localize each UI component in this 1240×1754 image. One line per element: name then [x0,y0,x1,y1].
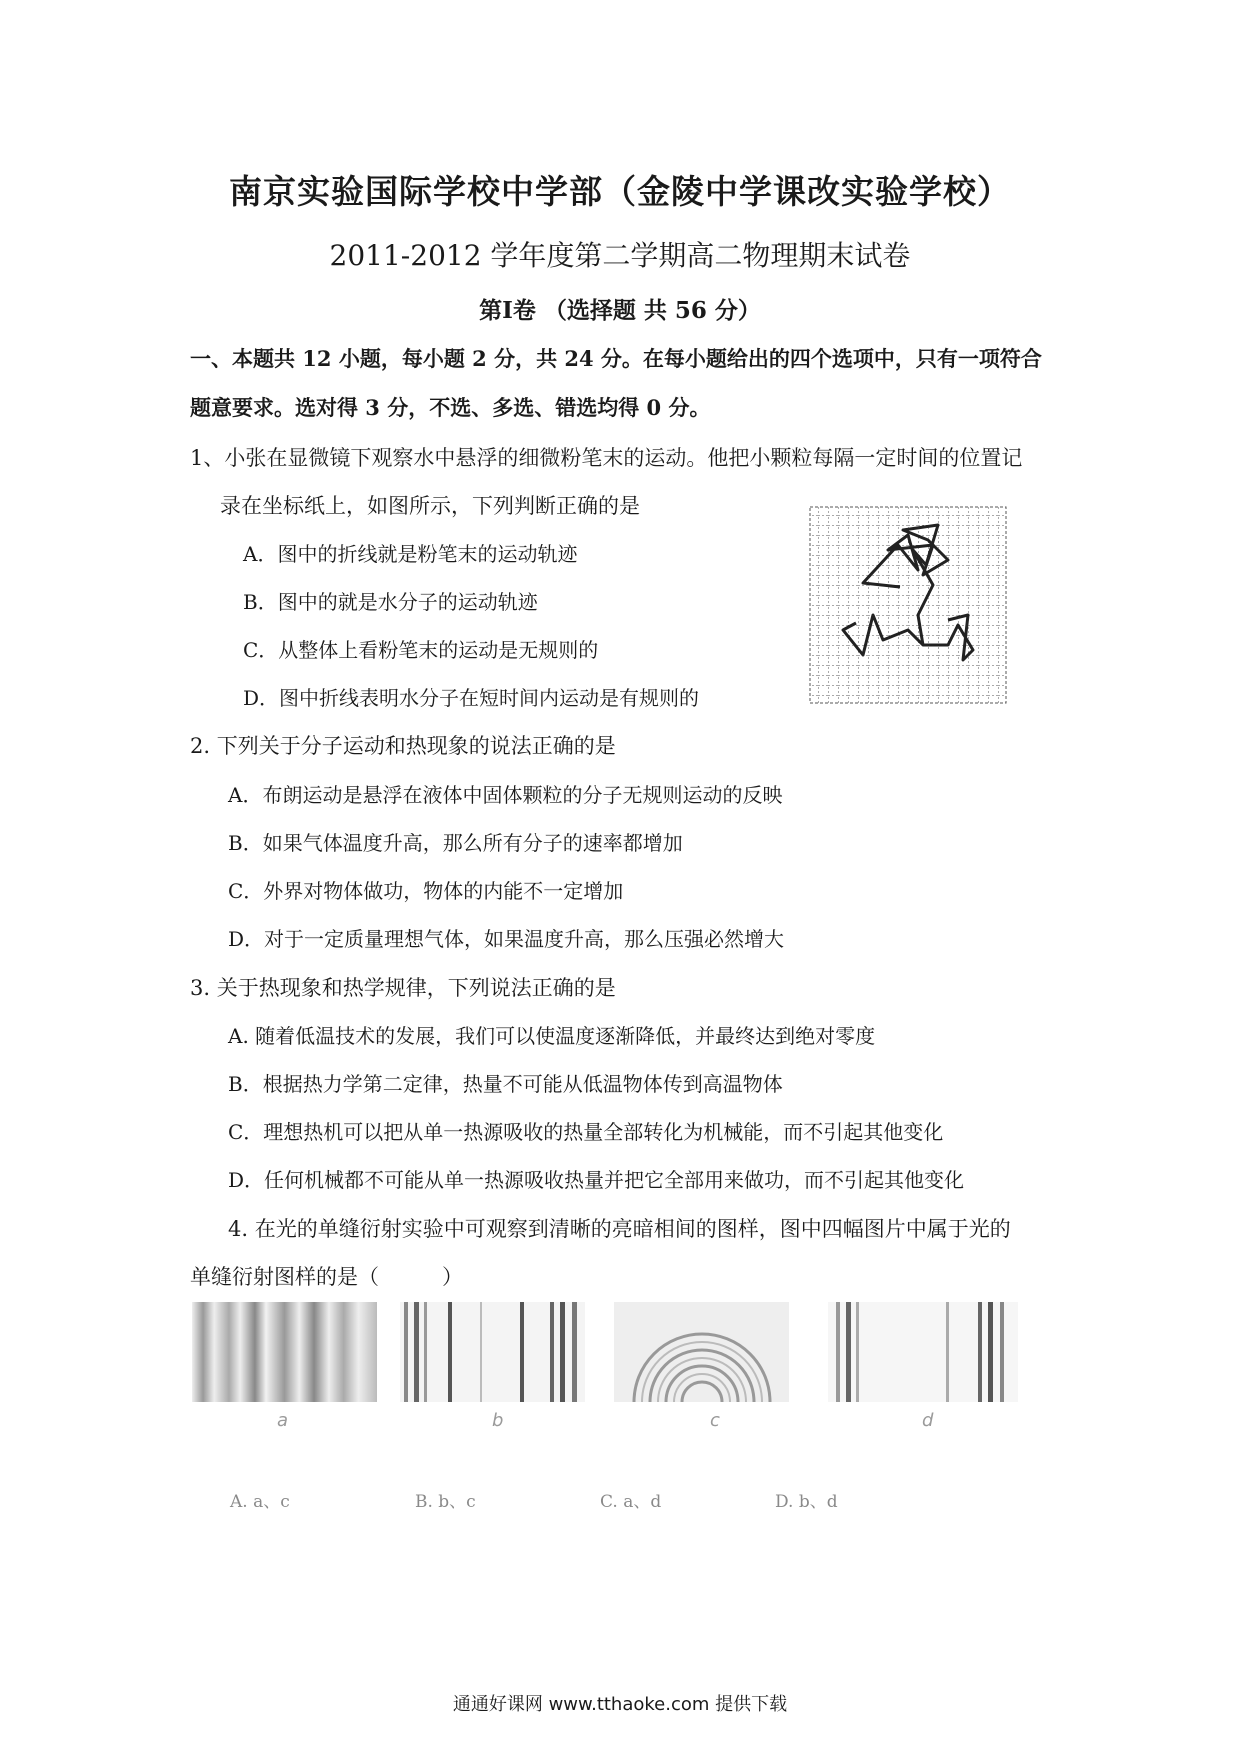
q1-stem-line1: 1、小张在显微镜下观察水中悬浮的细微粉笔末的运动。他把小颗粒每隔一定时间的位置记 [190,446,1023,470]
q1-option-d: D．图中折线表明水分子在短时间内运动是有规则的 [243,686,700,710]
q2-option-a: A．布朗运动是悬浮在液体中固体颗粒的分子无规则运动的反映 [228,783,783,807]
q3-option-c: C．理想热机可以把从单一热源吸收的热量全部转化为机械能，而不引起其他变化 [228,1120,944,1144]
diffraction-pattern-d [828,1302,1018,1402]
q2-option-c: C．外界对物体做功，物体的内能不一定增加 [228,879,624,903]
q3-option-b: B．根据热力学第二定律，热量不可能从低温物体传到高温物体 [228,1072,783,1096]
q4-answer-a: A. a、c [230,1492,290,1512]
q3-option-a: A. 随着低温技术的发展，我们可以使温度逐渐降低，并最终达到绝对零度 [228,1024,876,1048]
footer-download-note: 通通好课网 www.tthaoke.com 提供下载 [452,1694,788,1715]
q2-option-b: B．如果气体温度升高，那么所有分子的速率都增加 [228,831,683,855]
q4-answer-c: C. a、d [600,1492,662,1512]
diffraction-pattern-c [614,1302,789,1402]
school-title: 南京实验国际学校中学部（金陵中学课改实验学校） [229,172,1011,211]
panel-label-d: d [922,1410,934,1431]
q3-stem: 3. 关于热现象和热学规律，下列说法正确的是 [190,976,616,1000]
q4-stem-line1: 4. 在光的单缝衍射实验中可观察到清晰的亮暗相间的图样，图中四幅图片中属于光的 [228,1217,1011,1241]
q1-stem-line2: 录在坐标纸上，如图所示，下列判断正确的是 [220,494,640,518]
q4-answer-d: D. b、d [775,1492,838,1512]
diffraction-pattern-b [400,1302,585,1402]
q2-option-d: D．对于一定质量理想气体，如果温度升高，那么压强必然增大 [228,927,785,951]
panel-label-a: a [277,1410,289,1431]
q1-option-c: C．从整体上看粉笔末的运动是无规则的 [243,638,599,662]
q2-stem: 2. 下列关于分子运动和热现象的说法正确的是 [190,734,616,758]
q1-option-b: B．图中的就是水分子的运动轨迹 [243,590,538,614]
q1-option-a: A．图中的折线就是粉笔末的运动轨迹 [243,542,578,566]
brownian-motion-figure [808,505,1008,705]
q3-option-d: D．任何机械都不可能从单一热源吸收热量并把它全部用来做功，而不引起其他变化 [228,1168,965,1192]
volume-title: 第Ⅰ卷 （选择题 共 56 分） [479,297,761,324]
section-instructions-line2: 题意要求。选对得 3 分，不选、多选、错选均得 0 分。 [190,395,711,420]
diffraction-pattern-a [192,1302,377,1402]
panel-label-b: b [492,1410,504,1431]
panel-label-c: c [710,1410,720,1431]
exam-title: 2011-2012 学年度第二学期高二物理期末试卷 [329,239,911,272]
q4-answer-b: B. b、c [415,1492,476,1512]
section-instructions-line1: 一、本题共 12 小题，每小题 2 分，共 24 分。在每小题给出的四个选项中，只有一项符合 [190,346,1042,371]
q4-stem-line2: 单缝衍射图样的是（ ） [190,1265,463,1289]
